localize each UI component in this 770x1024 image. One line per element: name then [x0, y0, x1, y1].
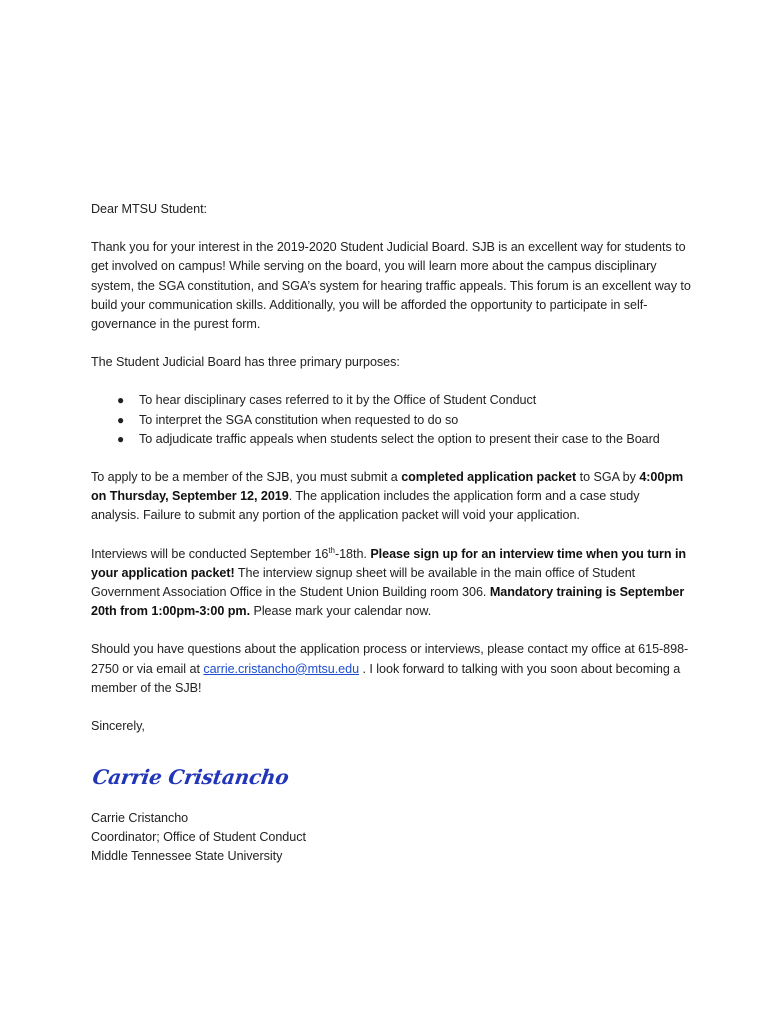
purposes-intro: The Student Judicial Board has three primary purposes: — [91, 355, 400, 370]
apply-text: To apply to be a member of the SJB, you must submit a — [91, 470, 402, 485]
apply-text: . The application includes the application form and a case study analysis. Failure to submit any portion of the application packet will void your application. — [91, 489, 640, 523]
purposes-list — [91, 391, 691, 449]
bullet-icon: ● — [117, 412, 125, 427]
apply-text: to SGA by — [576, 470, 640, 485]
purpose-text: To hear disciplinary cases referred to it by the Office of Student Conduct — [139, 393, 537, 408]
contact-text: . I look forward to talking with you soon about becoming a member of the SJB! — [91, 661, 681, 695]
sender-institution: Middle Tennessee State University — [91, 849, 283, 864]
purpose-text: To interpret the SGA constitution when requested to do so — [139, 412, 459, 427]
ordinal-superscript: th — [328, 545, 335, 555]
letter-body — [91, 200, 691, 866]
bullet-icon: ● — [117, 393, 125, 408]
closing: Sincerely, — [91, 719, 145, 734]
apply-emphasis: completed application packet — [401, 470, 577, 485]
handwritten-signature: Carrie Cristancho — [91, 765, 291, 790]
apply-deadline: 4:00pm on Thursday, September 12, 2019 — [91, 470, 684, 504]
email-link[interactable]: carrie.cristancho@mtsu.edu — [203, 661, 360, 676]
interviews-text: The interview signup sheet will be available in the main office of Student Government Association Office in the Student Union Building room 306. — [91, 565, 636, 600]
interviews-paragraph — [91, 545, 691, 622]
purpose-text: To adjudicate traffic appeals when students select the option to present their case to the Board — [139, 431, 660, 446]
training-emphasis: Mandatory training is September 20th from 1:00pm-3:00 pm. — [91, 585, 685, 619]
apply-paragraph — [91, 468, 691, 526]
list-item — [115, 391, 691, 410]
interviews-text: -18th. — [334, 546, 371, 561]
intro-paragraph: Thank you for your interest in the 2019-2020 Student Judicial Board. SJB is an excellent way for students to get involved on campus! While serving on the board, you will learn more about the campus disciplinary system, the SGA constitution, and SGA’s system for hearing traffic appeals. This forum is an excellent way to build your communication skills. Additionally, you will be afforded the opportunity to participate in self-governance in the purest form. — [91, 240, 691, 332]
bullet-icon: ● — [117, 431, 125, 446]
interview-signup-emphasis: Please sign up for an interview time when you turn in your application packet! — [91, 546, 687, 580]
contact-text: Should you have questions about the application process or interviews, please contact my office at 615-898-2750 or via email at — [91, 642, 689, 676]
list-item — [115, 411, 691, 430]
interviews-text: Please mark your calendar now. — [250, 604, 432, 619]
sender-title: Coordinator; Office of Student Conduct — [91, 830, 306, 845]
interviews-text: Interviews will be conducted September 16 — [91, 546, 329, 561]
list-item — [115, 430, 691, 449]
contact-paragraph — [91, 640, 691, 698]
sender-block — [91, 809, 691, 866]
salutation: Dear MTSU Student: — [91, 202, 207, 216]
sender-name: Carrie Cristancho — [91, 811, 189, 826]
